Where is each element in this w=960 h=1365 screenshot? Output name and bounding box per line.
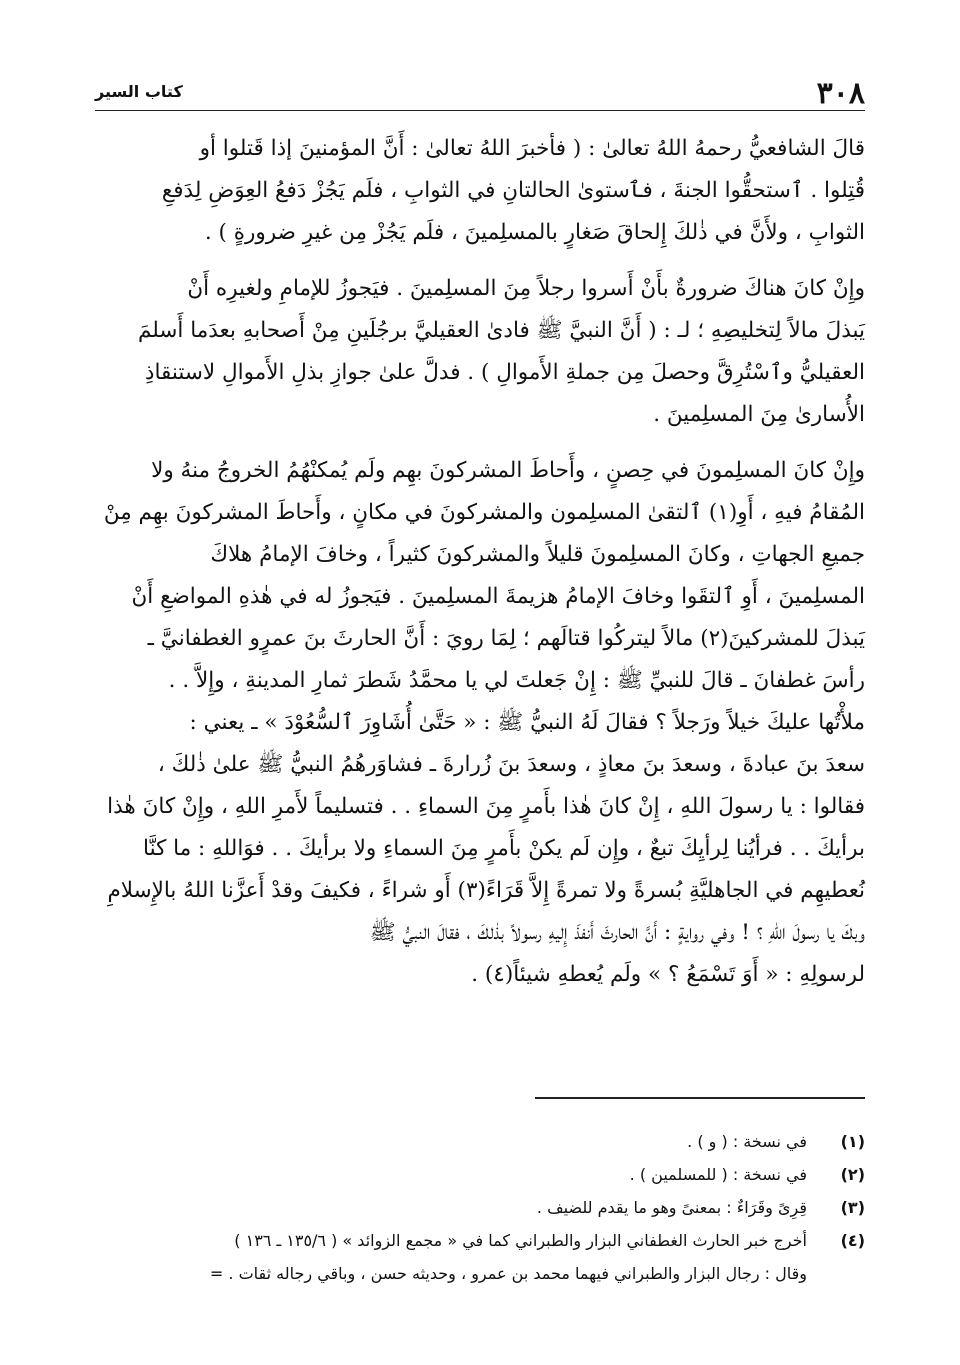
footnote-number: (٣)	[840, 1198, 865, 1217]
text-line: وبكَ يا رسولَ اللهِ ؟ ! وفي روايةٍ : أَنَّ الحارثَ أَنفذَ إِليهِ رسولاً بذٰلكَ ، فقالَ النبيُّ ﷺ	[369, 920, 865, 945]
running-title: كتاب السير	[95, 82, 183, 101]
text-line: وإِنْ كانَ هناكَ ضرورةٌ بأَنْ أَسروا رجلاً مِنَ المسلِمينَ . فيَجوزُ للإمامِ ولغيرِه أَنْ	[187, 276, 865, 301]
footnote-3	[95, 1191, 865, 1224]
text-line: لرسولِهِ : « أَوَ تَسْمَعُ ؟ » ولَم يُعطهِ شيئاً(٤) .	[471, 962, 865, 987]
text-line: برأيكَ . . فرأيُنا لِرأيِكَ تبعٌ ، وإِن لَم يكنْ بأَمرٍ مِنَ السماءِ ولا برأيكَ . . فوَاللهِ : ما كنَّا	[143, 836, 865, 861]
footnote-text: في نسخة : ( للمسلمين ) .	[629, 1165, 807, 1184]
footnotes	[95, 1125, 865, 1290]
page-number: ٣٠٨	[816, 76, 865, 111]
paragraph-2	[95, 268, 865, 436]
footnote-separator	[535, 1097, 865, 1099]
footnote-4	[95, 1224, 865, 1290]
text-line: العقيليُّ وٱسْتُرِقَّ وحصلَ مِن جملةِ الأَموالِ ) . فدلَّ علىٰ جوازِ بذلِ الأَموالِ لاستنقاذِ	[144, 360, 865, 385]
text-line: قُتِلوا . ٱستحقُّوا الجنةَ ، فٱستوىٰ الحالتانِ في الثوابِ ، فلَم يَجُزْ دَفعُ العِوَضِ لِدَفعِ	[161, 178, 865, 203]
text-line: جميعِ الجهاتِ ، وكانَ المسلِمونَ قليلاً والمشركونَ كثيراً ، وخافَ الإمامُ هلاكَ	[210, 542, 865, 567]
text-line: يَبذلَ مالاً لِتخليصِهِ ؛ لـ : ( أَنَّ النبيَّ ﷺ فادىٰ العقيليَّ برجُلَينِ مِنْ أَصحابهِ بعدَما أَسلمَ	[137, 318, 865, 343]
footnote-number: (١)	[840, 1132, 865, 1151]
paragraph-3	[95, 450, 865, 996]
page-header	[95, 74, 865, 111]
text-line: المُقامُ فيهِ ، أَوِ(١) ٱلتقىٰ المسلِمون والمشركونَ في مكانٍ ، وأَحاطَ المشركونَ بهِم مِنْ	[103, 500, 865, 525]
footnote-2	[95, 1158, 865, 1191]
text-line: يَبذلَ للمشركينَ(٢) مالاً ليتركُوا قتالَهم ؛ لِمَا رويَ : أَنَّ الحارثَ بنَ عمرٍو الغطفانيَّ ـ	[147, 626, 865, 651]
text-line: الثوابِ ، ولأَنَّ في ذٰلكَ إِلحاقَ صَغارٍ بالمسلِمينَ ، فلَم يَجُزْ مِن غيرِ ضرورةٍ ) .	[204, 220, 865, 245]
footnote-text: وقال : رجال البزار والطبراني فيهما محمد بن عمرو ، وحديثه حسن ، وباقي رجاله ثقات . =	[209, 1264, 807, 1283]
paragraph-1	[95, 128, 865, 254]
text-line: فقالوا : يا رسولَ اللهِ ، إِنْ كانَ هٰذا بأَمرٍ مِنَ السماءِ . . فتسليماً لأَمرِ اللهِ ، وإِنْ كانَ هٰذا	[107, 794, 865, 819]
text-line: نُعطيهِم في الجاهليَّةِ بُسرةً ولا تمرةً إِلاَّ قَرَاءً(٣) أَو شراءً ، فكيفَ وقدْ أَعزَّنا اللهُ بالإِسلامِ	[107, 878, 865, 903]
footnote-number: (٢)	[840, 1165, 865, 1184]
main-text	[95, 128, 865, 1010]
text-line: قالَ الشافعيُّ رحمهُ اللهُ تعالىٰ : ( فأخبرَ اللهُ تعالىٰ : أَنَّ المؤمنينَ إذا قَتلوا أو	[199, 136, 865, 161]
text-line: سعدَ بنَ عبادةَ ، وسعدَ بنَ معاذٍ ، وسعدَ بنَ زُرارةَ ـ فشاوَرهُمُ النبيُّ ﷺ علىٰ ذٰلكَ ،	[157, 752, 865, 777]
footnote-text: قِرِىً وقَرَاءٌ : بمعنىً وهو ما يقدم للضيف .	[536, 1198, 807, 1217]
text-line: وإِنْ كانَ المسلِمونَ في حِصنٍ ، وأَحاطَ المشركونَ بهِم ولَم يُمكنْهُمُ الخروجُ منهُ ولا	[151, 458, 865, 483]
footnote-1	[95, 1125, 865, 1158]
footnote-text: أخرج خبر الحارث الغطفاني البزار والطبراني كما في « مجمع الزوائد » ( ١٣٥/٦ ـ ١٣٦ )	[234, 1231, 807, 1250]
footnote-text: في نسخة : ( و ) .	[687, 1132, 807, 1151]
text-line: الأُسارىٰ مِنَ المسلِمينَ .	[653, 402, 865, 427]
text-line: ملأْتُها عليكَ خيلاً ورَجلاً ؟ فقالَ لَهُ النبيُّ ﷺ : « حَتَّىٰ أُشَاوِرَ ٱلسُّعُوْدَ » ـ يعني :	[189, 710, 865, 735]
text-line: رأسَ غطفانَ ـ قالَ للنبيِّ ﷺ : إِنْ جَعلتَ لي يا محمَّدُ شَطرَ ثمارِ المدينةِ ، وإِلاَّ . .	[168, 668, 865, 693]
footnote-number: (٤)	[840, 1231, 865, 1250]
text-line: المسلِمينَ ، أَوِ ٱلتقَوا وخافَ الإمامُ هزيمةَ المسلِمينَ . فيَجوزُ له في هٰذهِ المواضعِ أَنْ	[131, 584, 865, 609]
